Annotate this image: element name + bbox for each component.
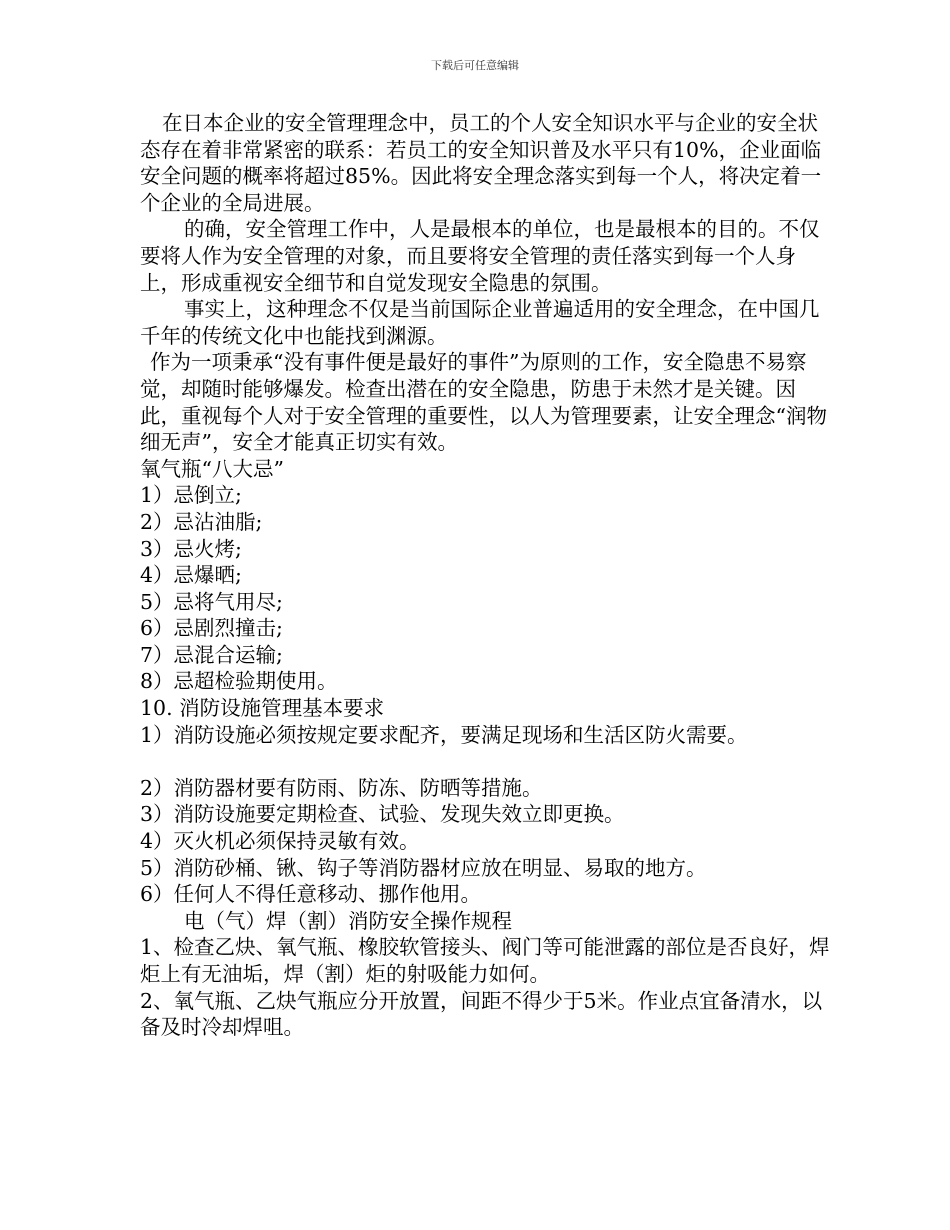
welding-item: 2、氧气瓶、乙炔气瓶应分开放置，间距不得少于5米。作业点宜备清水，以备及时冷却焊咀。 — [140, 988, 823, 1040]
intro-paragraph: 在日本企业的安全管理理念中，员工的个人安全知识水平与企业的安全状态存在着非常紧密的联系：若员工的安全知识普及水平只有10%，企业面临安全问题的概率将超过85%。因此将安全理念落实到每一个人，将决定着一个企业的全局进展。 — [140, 111, 822, 215]
welding-item: 1、检查乙炔、氧气瓶、橡胶软管接头、阀门等可能泄露的部位是否良好，焊炬上有无油垢，焊（割）炬的射吸能力如何。 — [140, 935, 830, 986]
oxygen-item: 3）忌火烤; — [140, 536, 242, 561]
oxygen-item: 4）忌爆晒; — [140, 563, 242, 588]
page-header-note: 下载后可任意编辑 — [431, 59, 519, 72]
fire-item: 5）消防砂桶、锹、钩子等消防器材应放在明显、易取的地方。 — [140, 855, 707, 880]
fire-item: 2）消防器材要有防雨、防冻、防晒等措施。 — [140, 775, 543, 800]
oxygen-item: 2）忌沾油脂; — [140, 509, 263, 534]
oxygen-item: 7）忌混合运输; — [140, 642, 283, 667]
fire-item: 1）消防设施必须按规定要求配齐，要满足现场和生活区防火需要。 — [140, 722, 748, 747]
fire-item: 3）消防设施要定期检查、试验、发现失效立即更换。 — [140, 802, 625, 827]
fire-item: 6）任何人不得任意移动、挪作他用。 — [140, 882, 482, 907]
oxygen-item: 6）忌剧烈撞击; — [140, 616, 283, 641]
oxygen-item: 1）忌倒立; — [140, 483, 242, 508]
paragraph-4: 作为一项秉承“没有事件便是最好的事件”为原则的工作，安全隐患不易察觉，却随时能够爆发。检查出潜在的安全隐患，防患于未然才是关键。因此，重视每个人对于安全管理的重要性，以人为管理要素，让安全理念“润物细无声”，安全才能真正切实有效。 — [140, 350, 827, 455]
oxygen-item: 5）忌将气用尽; — [140, 589, 283, 614]
oxygen-item: 8）忌超检验期使用。 — [140, 669, 338, 694]
fire-section-title: 10. 消防设施管理基本要求 — [140, 696, 385, 721]
paragraph-3: 事实上，这种理念不仅是当前国际企业普遍适用的安全理念，在中国几千年的传统文化中也能找到渊源。 — [140, 297, 820, 348]
document-body — [140, 110, 830, 1041]
fire-item: 4）灭火机必须保持灵敏有效。 — [140, 829, 420, 854]
paragraph-2: 的确，安全管理工作中，人是最根本的单位，也是最根本的目的。不仅要将人作为安全管理的对象，而且要将安全管理的责任落实到每一个人身上，形成重视安全细节和自觉发现安全隐患的氛围。 — [140, 217, 820, 295]
welding-section-title: 电（气）焊（割）消防安全操作规程 — [184, 908, 512, 933]
blank-line — [140, 748, 830, 775]
oxygen-section-title: 氧气瓶“八大忌” — [140, 456, 284, 481]
